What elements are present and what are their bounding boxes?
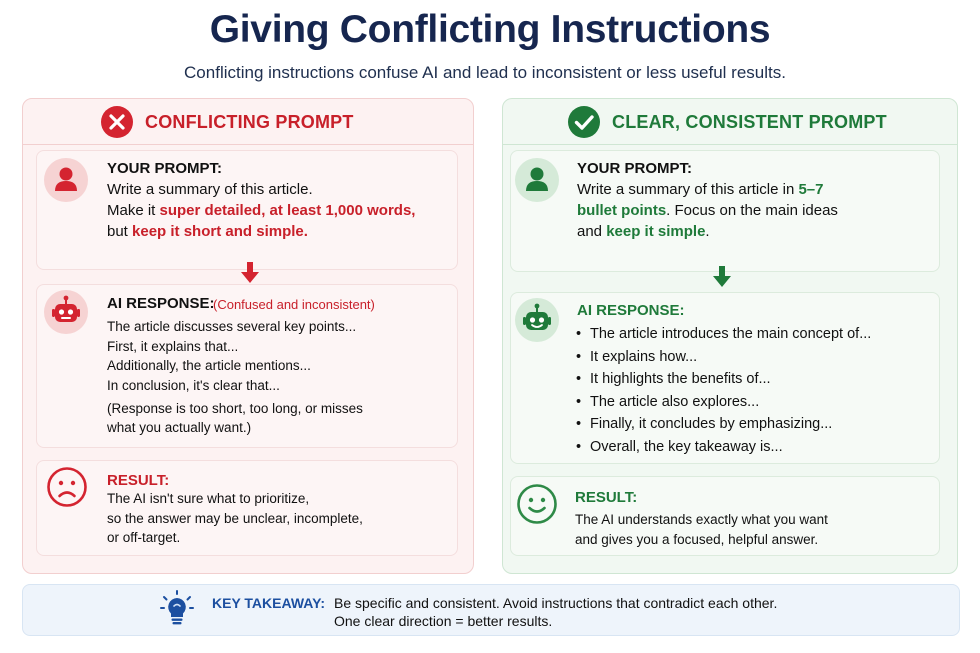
prompt-line	[577, 221, 932, 242]
conflicting-result-lines	[107, 489, 447, 548]
consistent-result-label: RESULT:	[575, 489, 638, 506]
conflicting-response-lines	[107, 317, 447, 395]
response-bullet: • Finally, it concludes by emphasizing...	[574, 413, 934, 436]
arrow-down-icon	[712, 266, 732, 288]
user-icon	[44, 158, 88, 202]
prompt-text: .	[705, 223, 710, 240]
response-note: (Confused and inconsistent)	[213, 297, 375, 312]
result-line: The AI isn't sure what to prioritize,	[107, 491, 310, 506]
consistent-response-label: AI RESPONSE:	[577, 302, 685, 319]
footnote-line: (Response is too short, too long, or misses	[107, 401, 363, 416]
arrow-down-icon	[240, 262, 260, 284]
response-bullet: • Overall, the key takeaway is...	[574, 436, 934, 459]
key-takeaway-label: KEY TAKEAWAY:	[212, 595, 326, 611]
consistent-heading: CLEAR, CONSISTENT PROMPT	[612, 112, 887, 132]
robot-icon	[44, 290, 88, 334]
prompt-text: and	[577, 223, 607, 240]
clear-highlight: keep it simple	[606, 223, 706, 240]
prompt-line	[107, 221, 447, 242]
result-line: The AI understands exactly what you want	[575, 512, 828, 527]
prompt-line	[577, 179, 932, 200]
response-bullet: • It explains how...	[574, 346, 934, 369]
result-line: and gives you a focused, helpful answer.	[575, 531, 819, 547]
response-footnote	[107, 400, 447, 437]
result-line: or off-target.	[107, 530, 181, 545]
check-circle-icon	[567, 105, 601, 139]
clear-highlight: bullet points	[577, 202, 667, 219]
conflicting-heading: CONFLICTING PROMPT	[145, 112, 354, 132]
sad-face-icon	[46, 466, 88, 508]
takeaway-line: One clear direction = better results.	[334, 613, 553, 629]
user-icon	[515, 158, 559, 202]
conflict-highlight: keep it short and simple.	[132, 223, 308, 240]
x-circle-icon	[100, 105, 134, 139]
prompt-line	[107, 200, 447, 221]
conflicting-result-label: RESULT:	[107, 472, 170, 489]
consistent-result-lines	[575, 510, 930, 549]
prompt-text: . Focus on the main ideas	[666, 202, 838, 219]
takeaway-line: Be specific and consistent. Avoid instructions that contradict each other.	[334, 595, 778, 611]
prompt-text: Write a summary of this article in	[577, 181, 799, 198]
result-line: so the answer may be unclear, incomplete,	[107, 510, 363, 526]
clear-highlight: 5–7	[798, 181, 824, 198]
key-takeaway-text	[334, 594, 934, 630]
page-title: Giving Conflicting Instructions	[209, 8, 771, 51]
response-line: Additionally, the article mentions...	[107, 358, 311, 373]
page-subtitle: Conflicting instructions confuse AI and lead to inconsistent or less useful results.	[184, 63, 786, 82]
prompt-line: Write a summary of this article.	[107, 181, 313, 198]
conflict-highlight: super detailed, at least 1,000 words,	[159, 202, 416, 219]
response-line: The article discusses several key points...	[107, 319, 357, 334]
response-line: In conclusion, it's clear that...	[107, 377, 280, 393]
footnote-line: what you actually want.)	[107, 419, 252, 435]
consistent-prompt-label: YOUR PROMPT:	[577, 160, 693, 177]
robot-icon	[515, 298, 559, 342]
conflicting-prompt-text	[107, 179, 447, 242]
response-line: First, it explains that...	[107, 338, 239, 354]
response-bullet: • It highlights the benefits of...	[574, 368, 934, 391]
consistent-response-bullets	[574, 323, 934, 458]
response-bullet: • The article also explores...	[574, 391, 934, 414]
smile-face-icon	[516, 483, 558, 525]
conflicting-response-label: AI RESPONSE:	[107, 295, 215, 312]
lightbulb-icon	[158, 589, 196, 629]
prompt-text: Make it	[107, 202, 160, 219]
consistent-prompt-text	[577, 179, 932, 242]
prompt-line	[577, 200, 932, 221]
response-bullet: • The article introduces the main concept of...	[574, 323, 934, 346]
prompt-text: but	[107, 223, 133, 240]
conflicting-prompt-label: YOUR PROMPT:	[107, 160, 223, 177]
